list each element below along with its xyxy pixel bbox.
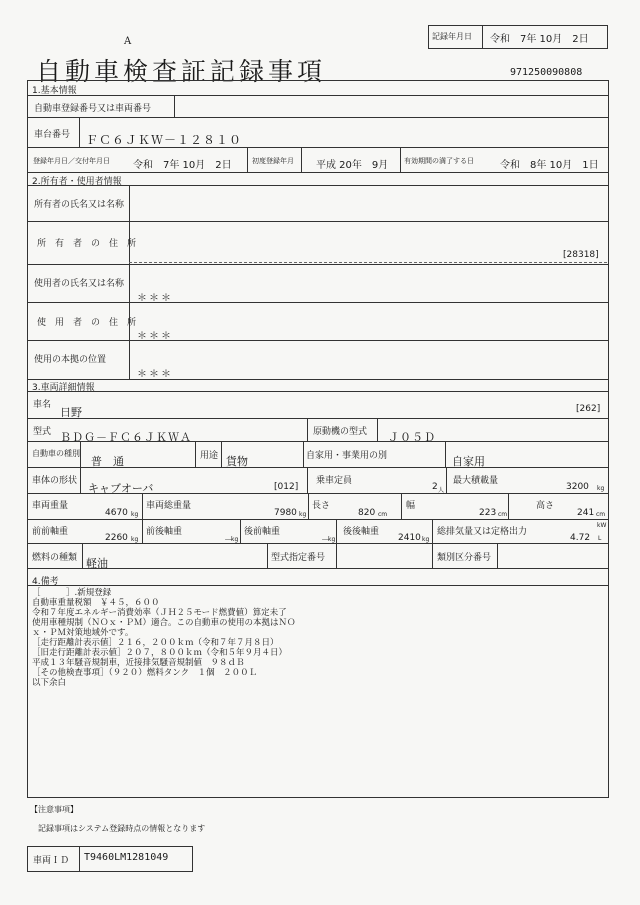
base-value: ＊＊＊ bbox=[137, 369, 173, 380]
use-label: 用途 bbox=[200, 451, 219, 461]
divider bbox=[80, 467, 81, 493]
kind-label: 自動車の種別 bbox=[32, 449, 80, 458]
capacity-label: 乗車定員 bbox=[316, 476, 353, 486]
fuel-value: 軽油 bbox=[86, 557, 108, 570]
ff-axle-label: 前前軸重 bbox=[32, 527, 69, 537]
divider bbox=[221, 441, 222, 467]
max-load-label: 最大積載量 bbox=[453, 476, 499, 486]
note-line: ［その他検査事項］（９２０）燃料タンク １個 ２００Ｌ bbox=[32, 668, 258, 678]
vehicle-id-label: 車両ＩＤ bbox=[33, 856, 70, 866]
divider bbox=[377, 418, 378, 441]
divider bbox=[27, 441, 608, 442]
rf-axle-value: － bbox=[321, 536, 331, 546]
record-date-divider bbox=[482, 25, 483, 48]
engine-label: 原動機の型式 bbox=[313, 427, 368, 437]
note-line: ｘ・ＰＭ対策地域外です。 bbox=[32, 628, 134, 638]
divider bbox=[27, 221, 608, 222]
ff-axle-value: 2260 bbox=[105, 533, 128, 543]
height-label: 高さ bbox=[536, 501, 555, 511]
note-line: 以下余白 bbox=[32, 678, 67, 688]
divider bbox=[432, 519, 433, 543]
gross-label: 車両総重量 bbox=[146, 501, 192, 511]
capacity-unit: 人 bbox=[438, 487, 445, 494]
engine-value: Ｊ０５Ｄ bbox=[388, 431, 436, 444]
divider bbox=[79, 117, 80, 147]
use-value: 貨物 bbox=[226, 455, 248, 468]
user-name-value: ＊＊＊ bbox=[137, 293, 173, 304]
owner-name-label: 所有者の氏名又は名称 bbox=[34, 200, 125, 210]
type-designation-label: 型式指定番号 bbox=[271, 553, 326, 563]
first-reg-value: 平成 20年 9月 bbox=[316, 160, 389, 171]
section2-heading: 2.所有者・使用者情報 bbox=[32, 177, 122, 187]
header-mark: A bbox=[124, 36, 132, 47]
gross-unit: kg bbox=[299, 511, 307, 518]
purpose-value: 自家用 bbox=[452, 455, 485, 468]
divider bbox=[27, 418, 608, 419]
note-line: 自動車重量税額 ￥４５，６００ bbox=[32, 598, 160, 608]
fr-axle-unit: kg bbox=[231, 536, 239, 543]
section4-heading: 4.備考 bbox=[32, 577, 59, 587]
note-line: 令和７年度エネルギー消費効率（ＪＨ２５モード燃費値）算定未了 bbox=[32, 608, 287, 618]
note-line: ［走行距離計表示値］２１６，２００ｋｍ（令和７年７月８日） bbox=[32, 638, 279, 648]
maker-code: [262] bbox=[576, 404, 601, 414]
weight-label: 車両重量 bbox=[32, 501, 69, 511]
divider bbox=[27, 543, 608, 544]
divider bbox=[27, 519, 608, 520]
user-address-label: 使 用 者 の 住 所 bbox=[37, 318, 137, 328]
divider bbox=[308, 493, 309, 519]
divider bbox=[80, 441, 81, 467]
registration-label: 自動車登録番号又は車両番号 bbox=[34, 104, 152, 114]
divider bbox=[336, 543, 337, 568]
note-line: 使用車種規制（ＮＯｘ・ＰＭ）適合。この自動車の使用の本拠はＮＯ bbox=[32, 618, 296, 628]
divider bbox=[174, 95, 175, 117]
expiry-value: 令和 8年 10月 1日 bbox=[500, 160, 599, 171]
caution-heading: 【注意事項】 bbox=[30, 805, 78, 814]
divider bbox=[497, 543, 498, 568]
weight-unit: kg bbox=[131, 511, 139, 518]
chassis-value: ＦＣ６ＪＫＷ－１２８１０ bbox=[86, 133, 243, 147]
divider bbox=[307, 467, 308, 493]
divider bbox=[27, 467, 608, 468]
category-label: 類別区分番号 bbox=[437, 553, 492, 563]
height-unit: cm bbox=[596, 511, 606, 518]
kind-value: 普 通 bbox=[91, 455, 124, 468]
length-unit: cm bbox=[378, 511, 388, 518]
displacement-value: 4.72 bbox=[570, 533, 591, 543]
length-value: 820 bbox=[358, 508, 376, 518]
divider bbox=[27, 493, 608, 494]
divider bbox=[508, 493, 509, 519]
divider bbox=[307, 418, 308, 441]
divider bbox=[27, 302, 608, 303]
rf-axle-label: 後前軸重 bbox=[244, 527, 281, 537]
record-date-label: 記録年月日 bbox=[432, 32, 472, 41]
displacement-label: 総排気量又は定格出力 bbox=[437, 527, 528, 537]
fr-axle-value: － bbox=[224, 536, 234, 546]
divider bbox=[27, 117, 608, 118]
owner-address-label: 所 有 者 の 住 所 bbox=[37, 239, 137, 249]
divider bbox=[446, 467, 447, 493]
base-label: 使用の本拠の位置 bbox=[34, 355, 107, 365]
divider bbox=[27, 95, 608, 96]
model-value: ＢＤＧ－ＦＣ６ＪＫＷＡ bbox=[60, 431, 192, 444]
divider bbox=[27, 585, 608, 586]
divider bbox=[301, 147, 302, 172]
note-line: ［旧走行距離計表示値］２０７，８００ｋｍ（令和５年９月４日） bbox=[32, 648, 288, 658]
caution-text: 記録事項はシステム登録時点の情報となります bbox=[38, 824, 206, 833]
ff-axle-unit: kg bbox=[131, 536, 139, 543]
displacement-unit: L bbox=[598, 535, 602, 542]
divider bbox=[27, 185, 608, 186]
divider bbox=[79, 846, 80, 871]
issue-date-label: 登録年月日／交付年月日 bbox=[33, 157, 110, 165]
height-value: 241 bbox=[577, 508, 595, 518]
body-value: キャブオーバ bbox=[88, 482, 154, 495]
maker-label: 車名 bbox=[33, 400, 52, 410]
divider bbox=[401, 493, 402, 519]
max-load-unit: kg bbox=[597, 485, 605, 492]
divider bbox=[142, 519, 143, 543]
gross-value: 7980 bbox=[274, 508, 297, 518]
body-code: [012] bbox=[274, 482, 299, 492]
divider bbox=[267, 543, 268, 568]
owner-address-code: [28318] bbox=[563, 250, 599, 260]
width-unit: cm bbox=[498, 511, 508, 518]
divider bbox=[27, 379, 608, 380]
divider bbox=[27, 340, 608, 341]
section1-heading: 1.基本情報 bbox=[32, 86, 77, 96]
notes-block bbox=[32, 588, 296, 688]
divider bbox=[27, 147, 608, 148]
divider bbox=[129, 262, 607, 263]
maker-value: 日野 bbox=[60, 406, 82, 419]
divider bbox=[27, 568, 608, 569]
divider bbox=[445, 441, 446, 467]
rr-axle-value: 2410 bbox=[398, 533, 421, 543]
divider bbox=[82, 543, 83, 568]
width-value: 223 bbox=[479, 508, 497, 518]
divider bbox=[303, 441, 304, 467]
page-title: 自動車検査証記録事項 bbox=[36, 57, 327, 86]
fuel-label: 燃料の種類 bbox=[32, 553, 78, 563]
first-reg-label: 初度登録年月 bbox=[252, 157, 294, 165]
rf-axle-unit: kg bbox=[328, 536, 336, 543]
divider bbox=[400, 147, 401, 172]
vehicle-id-value: T9460LM1281049 bbox=[84, 852, 169, 863]
divider bbox=[27, 391, 608, 392]
capacity-value: 2 bbox=[432, 482, 438, 492]
divider bbox=[27, 172, 608, 173]
divider bbox=[336, 519, 337, 543]
divider bbox=[27, 264, 608, 265]
divider bbox=[432, 543, 433, 568]
note-line: ［ ］.新規登録 bbox=[32, 588, 112, 598]
divider bbox=[240, 519, 241, 543]
fr-axle-label: 前後軸重 bbox=[146, 527, 183, 537]
weight-value: 4670 bbox=[105, 508, 128, 518]
body-label: 車体の形状 bbox=[32, 476, 78, 486]
width-label: 幅 bbox=[406, 501, 416, 511]
user-name-label: 使用者の氏名又は名称 bbox=[34, 279, 125, 289]
divider bbox=[142, 493, 143, 519]
issue-date-value: 令和 7年 10月 2日 bbox=[133, 160, 232, 171]
chassis-label: 車台番号 bbox=[34, 130, 71, 140]
purpose-label: 自家用・事業用の別 bbox=[306, 451, 388, 461]
rr-axle-label: 後後軸重 bbox=[343, 527, 380, 537]
displacement-unit-top: kW bbox=[597, 522, 607, 529]
model-label: 型式 bbox=[33, 427, 52, 437]
section3-heading: 3.車両詳細情報 bbox=[32, 383, 95, 393]
user-address-value: ＊＊＊ bbox=[137, 331, 173, 342]
rr-axle-unit: kg bbox=[422, 536, 430, 543]
max-load-value: 3200 bbox=[566, 482, 589, 492]
length-label: 長さ bbox=[312, 501, 331, 511]
record-date-value: 令和 7年 10月 2日 bbox=[490, 34, 589, 45]
doc-number: 971250090808 bbox=[510, 67, 583, 78]
divider bbox=[129, 185, 130, 379]
divider bbox=[247, 147, 248, 172]
note-line: 平成１３年騒音規制車，近接排気騒音規制値 ９８ｄＢ bbox=[32, 658, 245, 668]
expiry-label: 有効期間の満了する日 bbox=[404, 157, 474, 165]
divider bbox=[195, 441, 196, 467]
